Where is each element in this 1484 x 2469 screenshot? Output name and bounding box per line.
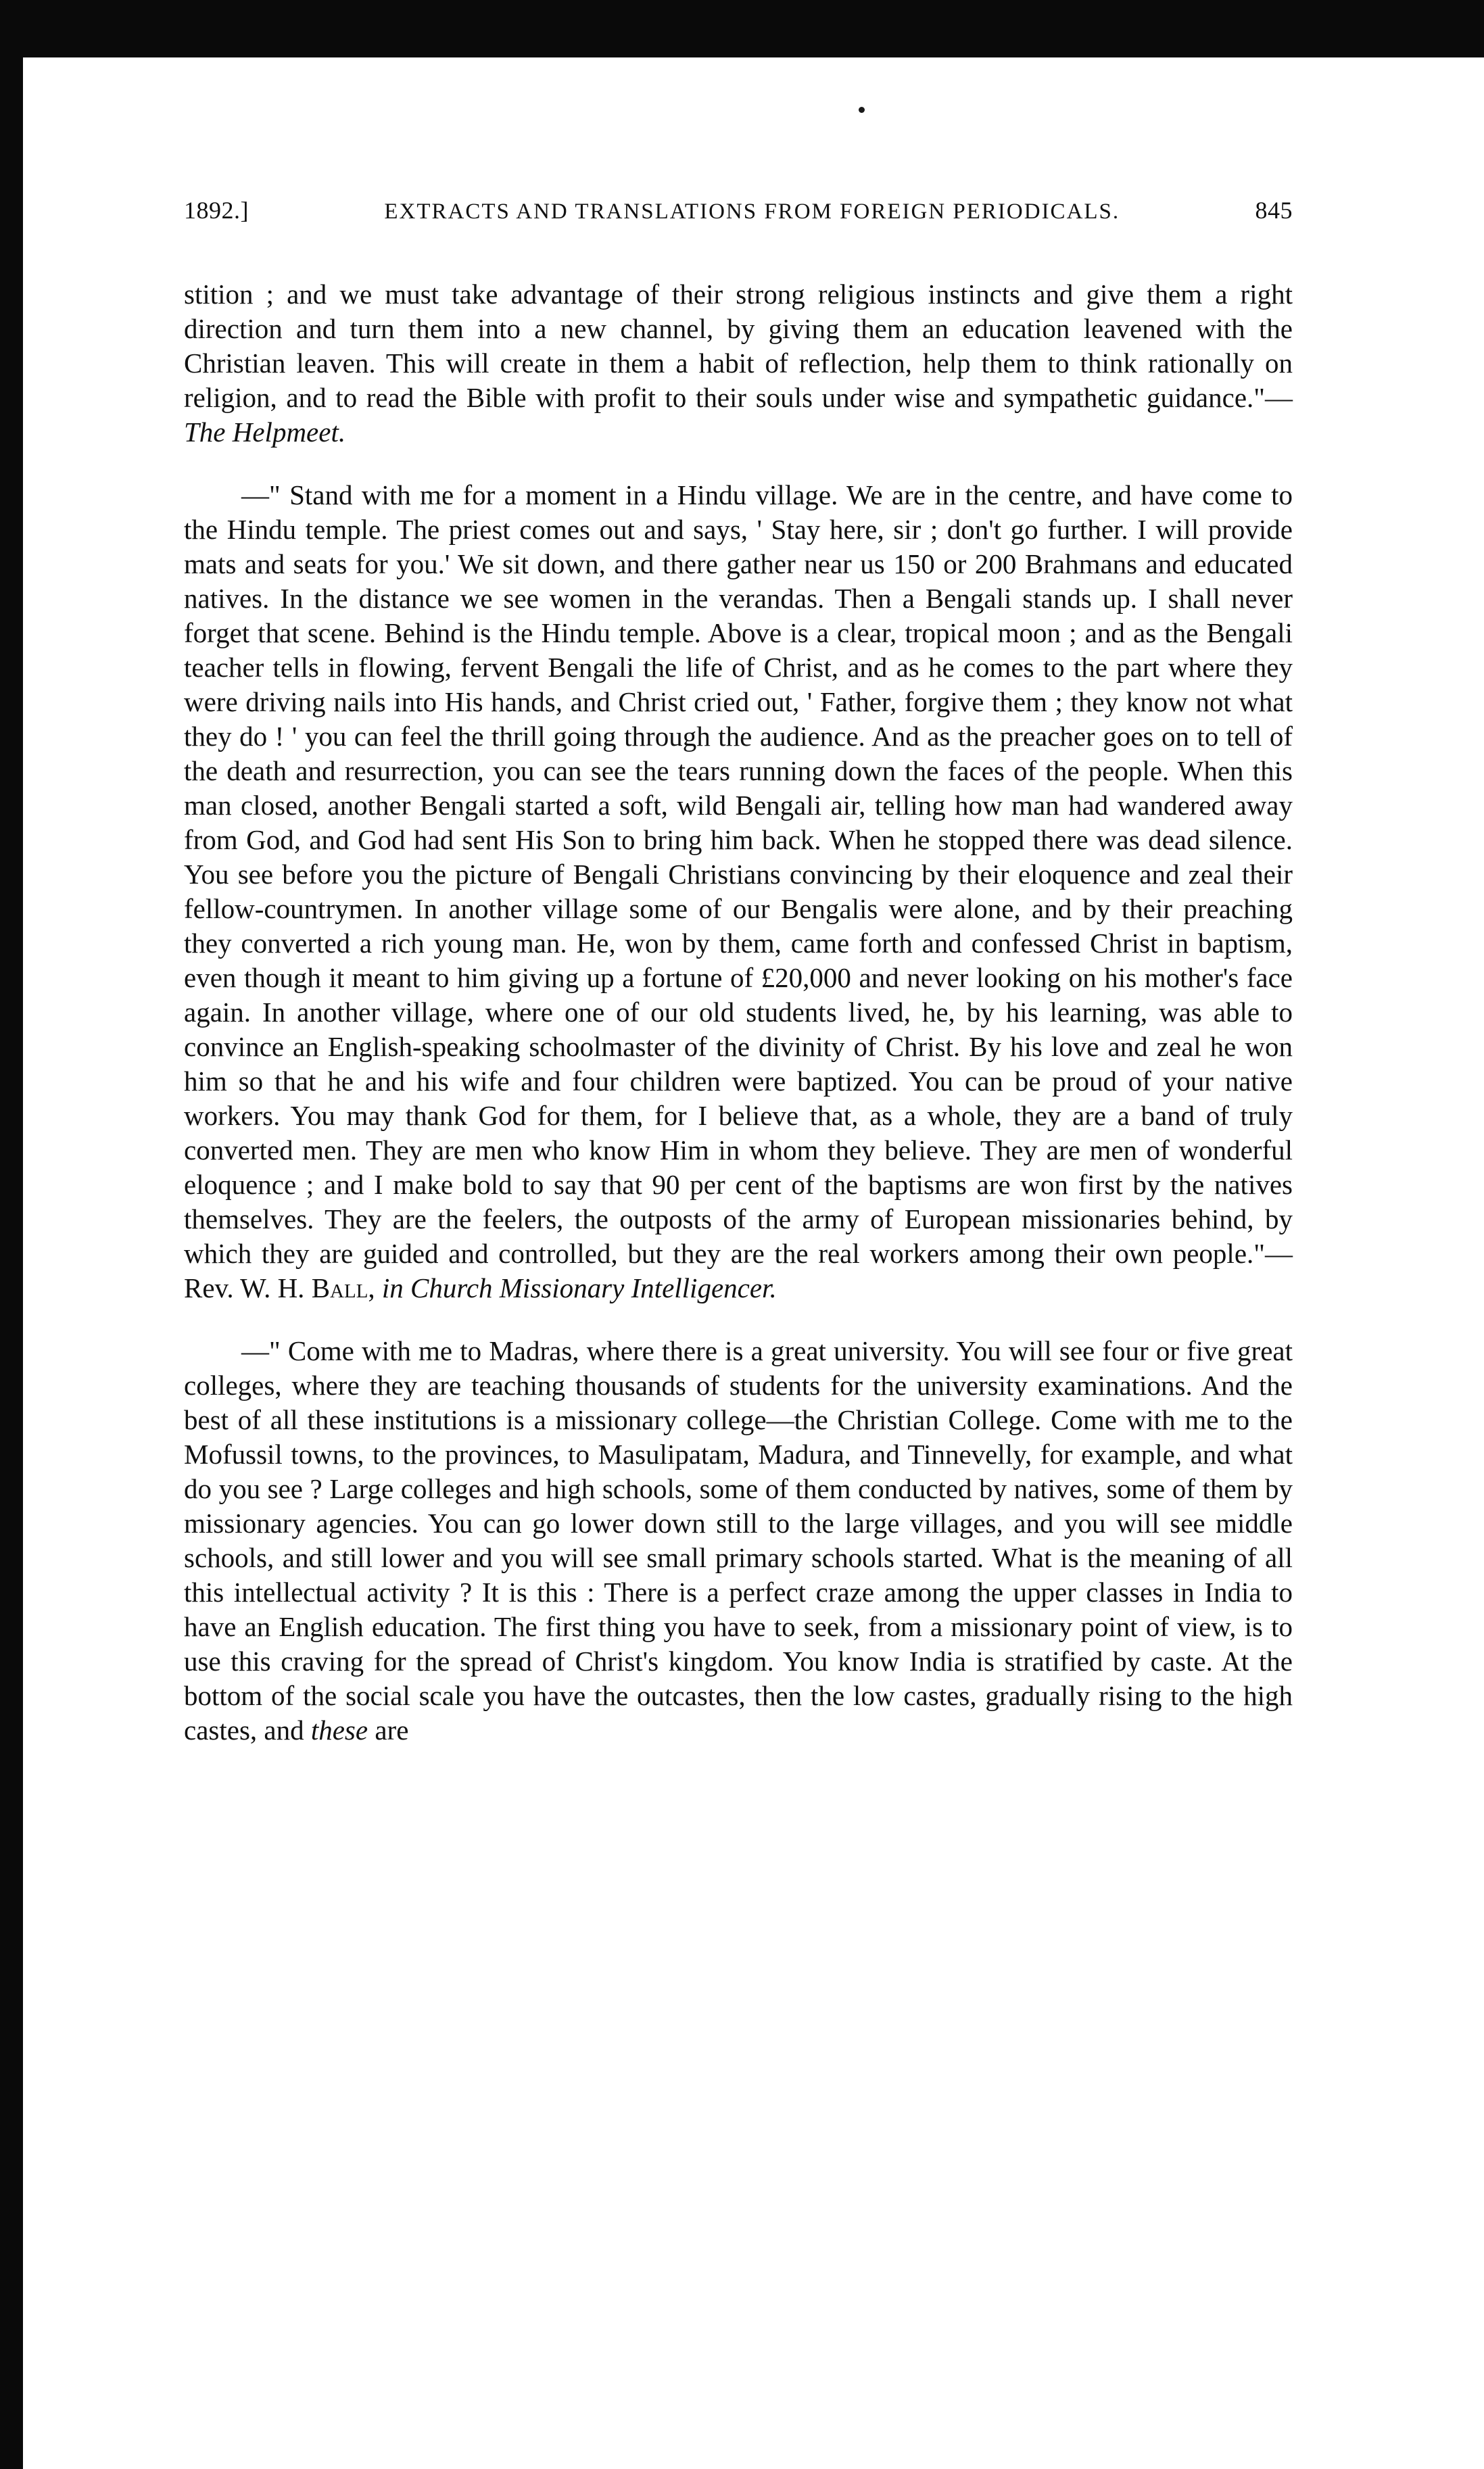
scan-left-border — [0, 0, 23, 2469]
paragraph-3-tail: are — [375, 1715, 409, 1746]
paragraph-2-text: —" Stand with me for a moment in a Hindu village. We are in the centre, and have come to the Hindu temple. The priest comes out and says, ' Stay here, sir ; don't go further. I will provide mats and seats for you.' We sit down, and there gather near us 150 or 200 Brahmans and educated natives. In the distance we see women in the verandas. Then a Bengali stands up. I shall never forget that scene. Behind is the Hindu temple. Above is a clear, tropical moon ; and as the Bengali teacher tells in flowing, fervent Bengali the life of Christ, and as he comes to the part where they were driving nails into His hands, and Christ cried out, ' Father, forgive them ; they know not what they do ! ' you can feel the thrill going through the audience. And as the preacher goes on to tell of the death and resurrection, you can see the tears running down the faces of the people. When this man closed, another Bengali started a soft, wild Bengali air, telling how man had wandered away from God, and God had sent His Son to bring him back. When he stopped there was dead silence. You see before you the picture of Bengali Christians convincing by their eloquence and zeal their fellow-countrymen. In another village some of our Bengalis were alone, and by their preaching they converted a rich young man. He, won by them, came forth and confessed Christ in baptism, even though it meant to him giving up a fortune of £20,000 and never looking on his mother's face again. In another village, where one of our old students lived, he, by his learning, was able to convince an English-speaking schoolmaster of the divinity of Christ. By his love and zeal he won him so that he and his wife and four children were baptized. You can be proud of your native workers. You may thank God for them, for I believe that, as a whole, they are a band of truly converted men. They are men who know Him in whom they believe. They are men of wonderful eloquence ; and I make bold to say that 90 per cent of the baptisms are won first by the natives themselves. They are the feelers, the outposts of the army of European missionaries behind, by which they are guided and controlled, but they are the real workers among their own people."— Rev. W. H. — [184, 479, 1293, 1303]
paragraph-2-source: in Church Missionary Intelligencer. — [381, 1272, 777, 1303]
scan-top-border — [0, 0, 1484, 57]
paragraph-1-text: stition ; and we must take advantage of their strong religious instincts and give them a right direction and turn them into a new channel, by giving them an education leavened with the Christian leaven. This will create in them a habit of reflection, help them to think rationally on religion, and to read the Bible with profit to their souls under wise and sympathetic guidance."— — [184, 279, 1293, 413]
page — [184, 196, 1293, 1748]
paragraph-1 — [184, 277, 1293, 450]
paragraph-3-text: —" Come with me to Madras, where there is a great university. You will see four or five great colleges, where they are teaching thousands of students for the university examinations. And the best of all these institutions is a missionary college—the Christian College. Come with me to the Mofussil towns, to the provinces, to Masulipatam, Madura, and Tinnevelly, for example, and what do you see ? Large colleges and high schools, some of them conducted by natives, some of them by missionary agencies. You can go lower down still to the large villages, and you will see middle schools, and still lower and you will see small primary schools started. What is the meaning of all this intellectual activity ? It is this : There is a perfect craze among the upper classes in India to have an English education. The first thing you have to seek, from a missionary point of view, is to use this craving for the spread of Christ's kingdom. You know India is stratified by caste. At the bottom of the social scale you have the outcastes, then the low castes, gradually rising to the high castes, and — [184, 1335, 1293, 1746]
header-running-title: EXTRACTS AND TRANSLATIONS FROM FOREIGN PERIODICALS. — [384, 199, 1120, 224]
paragraph-3 — [184, 1334, 1293, 1748]
article-body — [184, 277, 1293, 1748]
paragraph-1-source: The Helpmeet. — [184, 416, 346, 448]
paragraph-3-emphasis: these — [310, 1715, 368, 1746]
paragraph-2 — [184, 478, 1293, 1305]
header-year: 1892.] — [184, 197, 249, 224]
running-head — [184, 196, 1293, 237]
paragraph-2-author: Ball, — [311, 1272, 375, 1303]
scan-speck — [859, 107, 865, 113]
header-page-number: 845 — [1255, 197, 1293, 224]
